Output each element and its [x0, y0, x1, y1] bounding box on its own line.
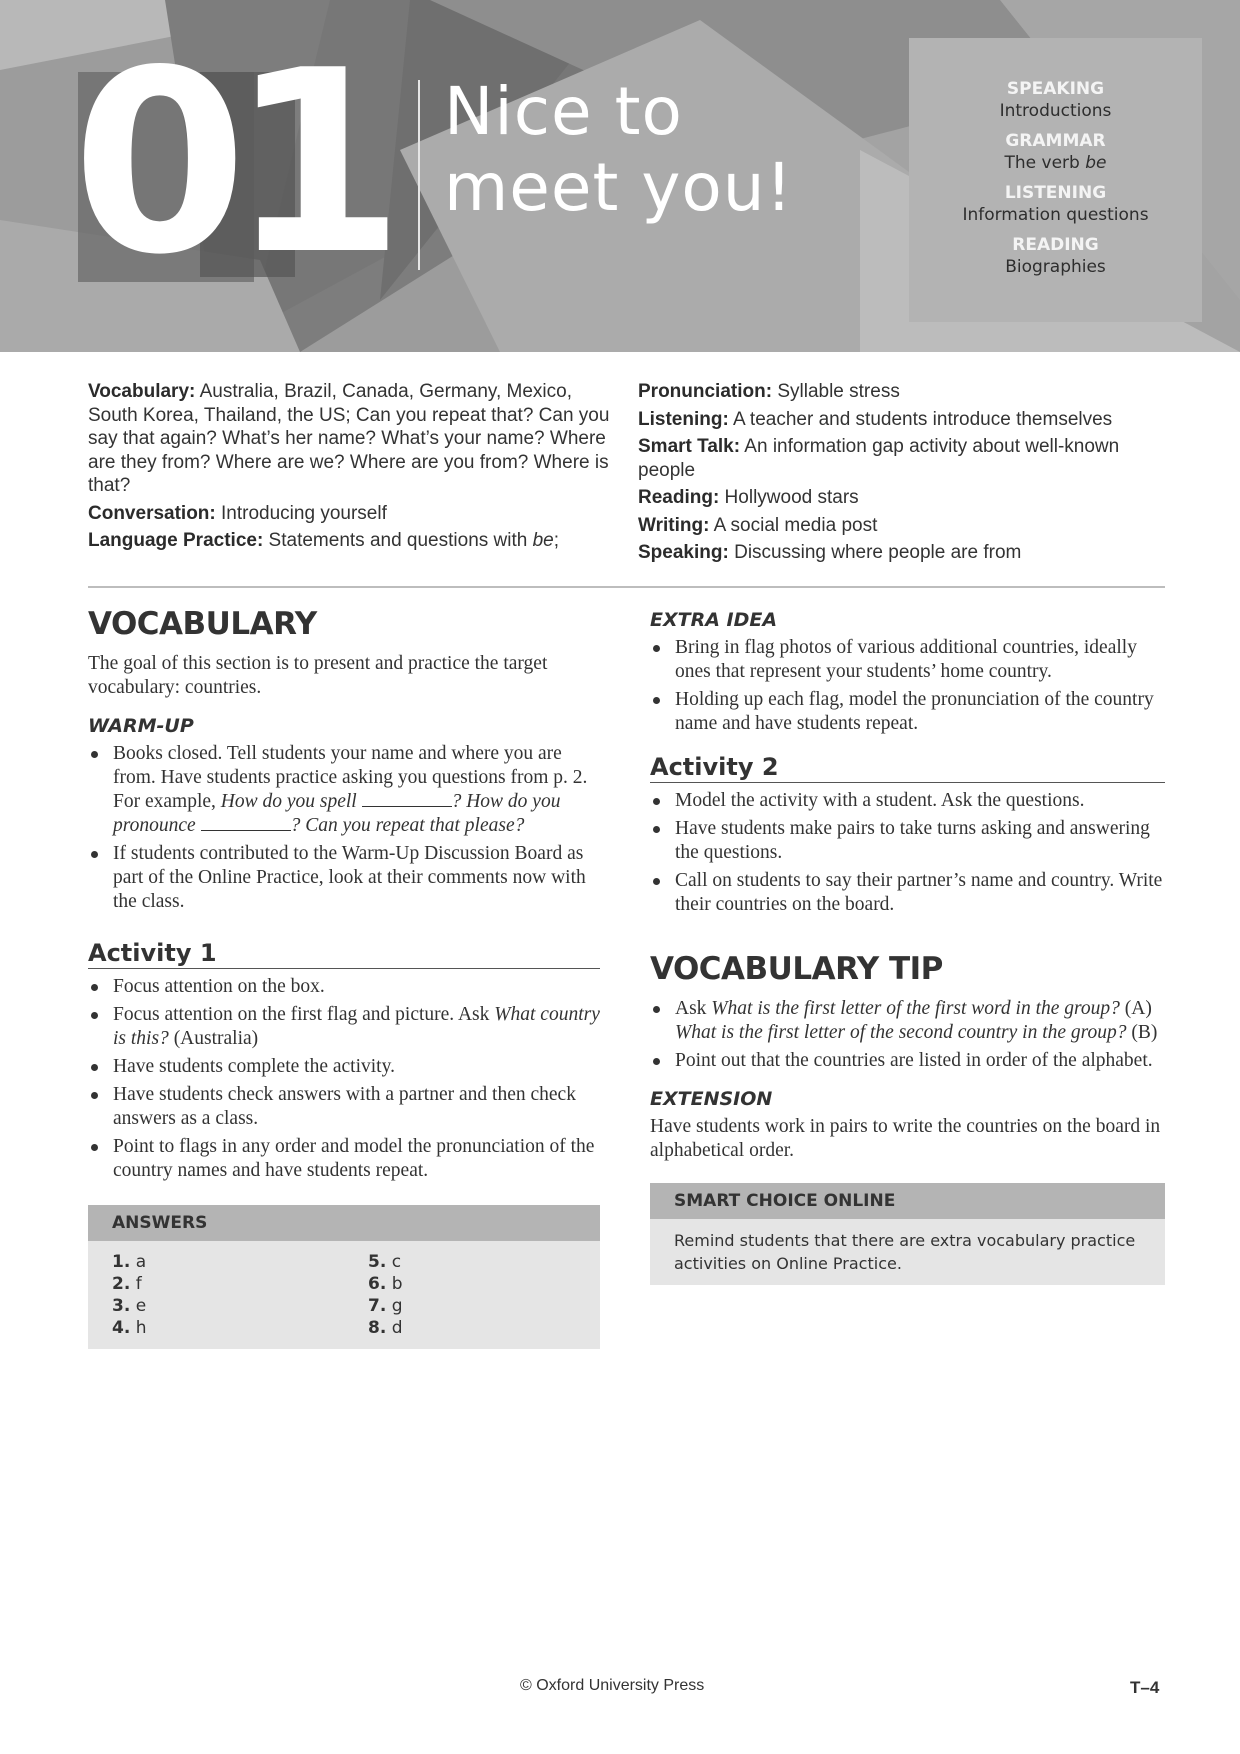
vocabulary-tip-list: [650, 997, 1165, 1073]
answer-number: 8.: [368, 1318, 387, 1338]
answers-box: [88, 1205, 600, 1349]
overview-text: Statements and questions with: [263, 530, 533, 551]
overview-label: Reading:: [638, 487, 720, 508]
list-item: Call on students to say their partner’s name and country. Write their countries on the board.: [650, 869, 1165, 917]
list-item: Holding up each flag, model the pronunciation of the country name and have students repeat.: [650, 688, 1165, 736]
list-item: Have students make pairs to take turns asking and answering the questions.: [650, 817, 1165, 865]
vocabulary-heading: VOCABULARY: [88, 606, 317, 642]
answer-item: [112, 1273, 368, 1295]
answer-item: [112, 1295, 368, 1317]
overview-text: Australia, Brazil, Canada, Germany, Mexico, South Korea, Thailand, the US; Can you repeat that? Can you say that again? What’s her name? What’s your name? Where are they from? Where are we? Where are you from? Where is that?: [88, 381, 610, 496]
page-number: T–4: [1130, 1678, 1160, 1697]
smart-choice-online-text: Remind students that there are extra vocabulary practice activities on Online Practice.: [674, 1231, 1136, 1273]
unit-title: [444, 74, 864, 226]
answer-number: 5.: [368, 1252, 387, 1272]
overview-reading: [638, 486, 1165, 510]
warmup-list: [88, 742, 600, 914]
bullet-text: Focus attention on the first flag and picture. Ask: [113, 1004, 495, 1025]
answer-value: e: [130, 1296, 147, 1316]
overview-pronunciation: [638, 380, 1165, 404]
overview-label: Conversation:: [88, 502, 216, 524]
topic-value-listening: Information questions: [962, 205, 1149, 225]
overview-text: Hollywood stars: [719, 487, 859, 508]
topic-heading-grammar: GRAMMAR: [1005, 131, 1106, 151]
overview-listening: [638, 408, 1165, 432]
overview-language-practice: [88, 529, 618, 553]
smart-choice-online-heading: SMART CHOICE ONLINE: [650, 1183, 1165, 1219]
extra-idea-list: [650, 636, 1165, 736]
vocabulary-tip-heading: VOCABULARY TIP: [650, 951, 943, 987]
topic-heading-listening: LISTENING: [1004, 183, 1107, 203]
list-item: Have students complete the activity.: [88, 1055, 600, 1079]
overview-left-column: [88, 380, 618, 557]
list-item: [88, 1003, 600, 1051]
answer-number: 1.: [112, 1252, 131, 1272]
left-column: [88, 604, 600, 1349]
list-item: [650, 997, 1165, 1045]
overview-conversation: [88, 502, 618, 526]
bullet-italic: ? How do you pronounce: [113, 791, 561, 836]
overview-text: Discussing where people are from: [728, 542, 1022, 563]
bullet-text: (Australia): [168, 1028, 259, 1049]
list-item: Model the activity with a student. Ask the questions.: [650, 789, 1165, 813]
activity2-heading: Activity 2: [650, 752, 1165, 783]
overview-label: Language Practice:: [88, 530, 264, 551]
answer-item: [112, 1251, 368, 1273]
list-item: Point out that the countries are listed in order of the alphabet.: [650, 1049, 1165, 1073]
topic-heading-reading: READING: [1012, 235, 1099, 255]
answers-grid: [88, 1241, 600, 1349]
list-item: Have students check answers with a partner and then check answers as a class.: [88, 1083, 600, 1131]
overview-divider: [88, 586, 1165, 588]
bullet-text: Ask: [675, 998, 712, 1019]
overview-text: Syllable stress: [772, 381, 900, 402]
topic-value-grammar-italic: be: [1085, 153, 1107, 173]
overview-label: Writing:: [638, 514, 710, 536]
overview-smart-talk: [638, 435, 1165, 482]
unit-number: 01: [72, 17, 387, 310]
overview-vocabulary: [88, 380, 618, 498]
unit-banner: [0, 0, 1240, 352]
bullet-italic: ? Can you repeat that please?: [290, 815, 525, 836]
answer-value: b: [386, 1274, 403, 1294]
list-item: Focus attention on the box.: [88, 975, 600, 999]
answer-number: 4.: [112, 1318, 131, 1338]
answer-item: [368, 1295, 568, 1317]
answer-item: [368, 1251, 568, 1273]
topic-value-grammar-text: The verb: [1004, 153, 1086, 173]
answer-value: c: [386, 1252, 402, 1272]
overview-text: A social media post: [709, 514, 878, 536]
answer-value: h: [130, 1318, 147, 1338]
extension-text: Have students work in pairs to write the countries on the board in alphabetical order.: [650, 1116, 1161, 1161]
answer-value: f: [130, 1274, 142, 1294]
bullet-italic: What is the first letter of the first word in the group?: [711, 998, 1120, 1019]
answer-item: [368, 1317, 568, 1339]
topic-value-reading: Biographies: [1005, 257, 1106, 277]
copyright: © Oxford University Press: [520, 1677, 705, 1694]
overview-label: Pronunciation:: [638, 381, 773, 402]
bullet-italic: What is the first letter of the second country in the group?: [675, 1022, 1127, 1043]
overview-speaking: [638, 541, 1165, 565]
smart-choice-online-box: [650, 1183, 1165, 1285]
list-item: If students contributed to the Warm-Up Discussion Board as part of the Online Practice, look at their comments now with the class.: [88, 842, 600, 914]
title-divider: [418, 80, 420, 270]
answer-number: 3.: [112, 1296, 131, 1316]
activity1-heading: Activity 1: [88, 938, 600, 969]
list-item: [88, 742, 600, 838]
answer-number: 2.: [112, 1274, 131, 1294]
overview-text: Introducing yourself: [215, 502, 387, 524]
topic-heading-speaking: SPEAKING: [1006, 79, 1105, 99]
list-item: Bring in flag photos of various additional countries, ideally ones that represent your students’ home country.: [650, 636, 1165, 684]
list-item: Point to flags in any order and model the pronunciation of the country names and have students repeat.: [88, 1135, 600, 1183]
extension-heading: EXTENSION: [650, 1088, 773, 1110]
fill-in-blank: [362, 791, 452, 807]
bullet-italic: How do you spell: [220, 791, 362, 812]
bullet-text: (B): [1126, 1022, 1158, 1043]
bullet-text: (A): [1119, 998, 1152, 1019]
answer-value: g: [386, 1296, 403, 1316]
overview-label: Listening:: [638, 408, 729, 430]
unit-title-line1: Nice to: [444, 73, 683, 150]
overview-label: Speaking:: [638, 542, 729, 563]
answer-number: 7.: [368, 1296, 387, 1316]
overview-right-column: [638, 380, 1165, 569]
answer-value: a: [130, 1252, 147, 1272]
answer-value: d: [386, 1318, 403, 1338]
answers-heading: ANSWERS: [88, 1205, 600, 1241]
overview-label: Vocabulary:: [88, 381, 196, 402]
overview-italic: be: [532, 530, 554, 551]
bullet-italic: What country is this?: [113, 1004, 600, 1049]
fill-in-blank: [201, 815, 291, 831]
unit-topics-box: [909, 38, 1202, 322]
vocabulary-intro: The goal of this section is to present and practice the target vocabulary: countries.: [88, 653, 548, 698]
overview-writing: [638, 514, 1165, 538]
warmup-heading: WARM-UP: [88, 715, 194, 737]
overview-label: Smart Talk:: [638, 436, 741, 457]
topic-value-grammar: [909, 152, 1202, 174]
answer-item: [368, 1273, 568, 1295]
overview-text: An information gap activity about well-known people: [638, 436, 1120, 481]
extra-idea-heading: EXTRA IDEA: [650, 609, 778, 631]
right-column: [650, 604, 1165, 1285]
bullet-text: Books closed. Tell students your name and where you are from. Have students practice asking you questions from p. 2. For example,: [113, 743, 588, 812]
answer-number: 6.: [368, 1274, 387, 1294]
activity1-list: [88, 975, 600, 1183]
answer-item: [112, 1317, 368, 1339]
topic-value-speaking: Introductions: [999, 101, 1112, 121]
unit-title-line2: meet you!: [444, 149, 794, 226]
overview-text: A teacher and students introduce themselves: [728, 408, 1113, 430]
overview-suffix: ;: [553, 530, 560, 551]
activity2-list: [650, 789, 1165, 917]
